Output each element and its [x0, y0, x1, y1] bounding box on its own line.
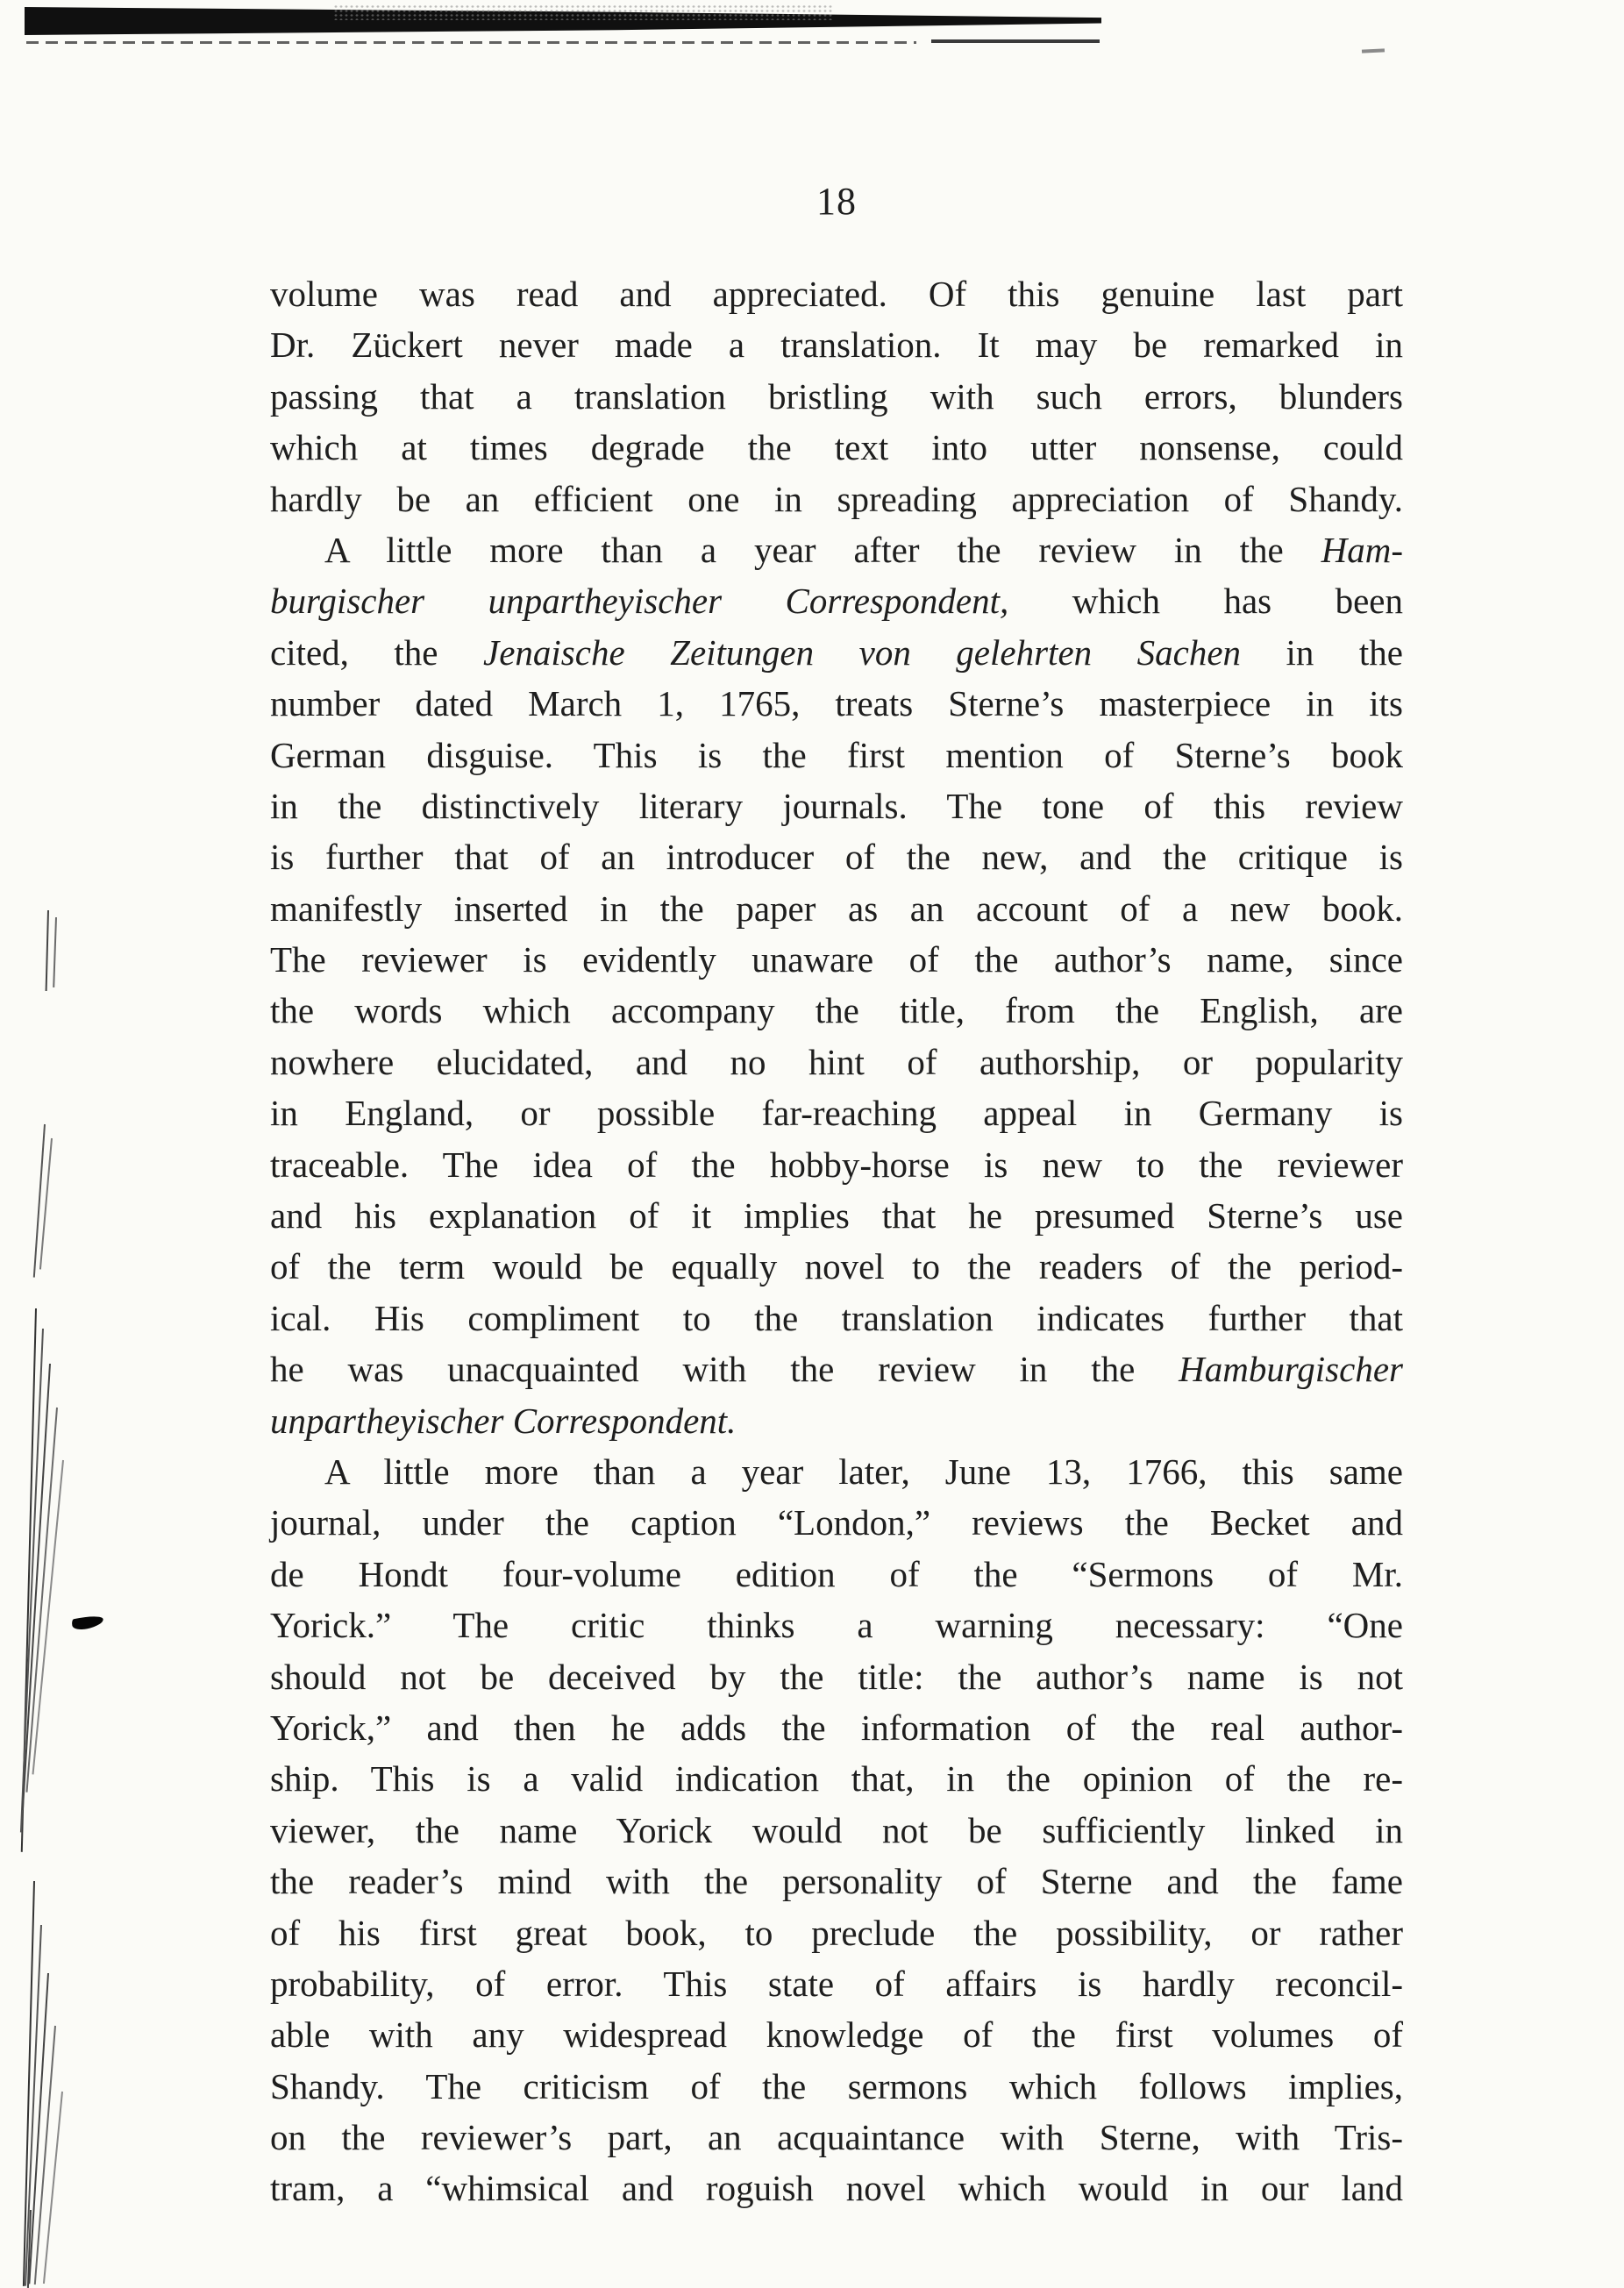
- body-text: journal, under the caption “London,” reviews the Becket and: [270, 1502, 1403, 1543]
- ink-mark: [71, 1613, 104, 1631]
- body-text: traceable. The idea of the hobby-horse is new to the reviewer: [270, 1144, 1403, 1185]
- body-text: hardly be an efficient one in spreading appreciation of Shandy.: [270, 478, 1403, 519]
- body-text: The reviewer is evidently unaware of the author’s name, since: [270, 939, 1403, 980]
- text-line: [270, 474, 1403, 524]
- scan-artifact-dashed-line: [26, 41, 916, 44]
- scan-hatch-line: [53, 917, 57, 987]
- text-line: [270, 1395, 1403, 1446]
- text-line: [270, 1805, 1403, 1856]
- body-text: manifestly inserted in the paper as an account of a new book.: [270, 887, 1403, 929]
- body-text: of his first great book, to preclude the possibility, or rather: [270, 1912, 1403, 1953]
- body-text: on the reviewer’s part, an acquaintance with Sterne, with Tris-: [270, 2117, 1403, 2158]
- body-text: which at times degrade the text into utter nonsense, could: [270, 427, 1403, 468]
- text-line: [270, 1651, 1403, 1702]
- text-line: [270, 1037, 1403, 1087]
- text-line: [270, 1497, 1403, 1548]
- text-line: [270, 1139, 1403, 1190]
- scan-artifact-corner-dash: [1362, 48, 1385, 53]
- body-text: German disguise. This is the first mention of Sterne’s book: [270, 734, 1403, 775]
- text-line: [270, 934, 1403, 985]
- italic-text: Jenaische Zeitungen von gelehrten Sachen: [483, 631, 1242, 673]
- body-text: Shandy. The criticism of the sermons which follows implies,: [270, 2065, 1403, 2106]
- text-line: [270, 883, 1403, 934]
- body-text: A little more than a year after the review in the: [324, 529, 1321, 570]
- italic-text: Ham-: [1321, 529, 1403, 570]
- italic-text: unpartheyischer Correspondent.: [270, 1400, 737, 1441]
- text-line: [270, 1702, 1403, 1753]
- body-text: nowhere elucidated, and no hint of authorship, or popularity: [270, 1041, 1403, 1082]
- text-line: [270, 1446, 1403, 1497]
- body-text: the reader’s mind with the personality of Sterne and the fame: [270, 1861, 1403, 1902]
- text-line: [270, 1241, 1403, 1292]
- body-text: of the term would be equally novel to the readers of the period-: [270, 1246, 1403, 1287]
- text-line: [270, 1549, 1403, 1600]
- body-text: passing that a translation bristling with such errors, blunders: [270, 375, 1403, 417]
- body-text: ical. His compliment to the translation indicates further that: [270, 1297, 1403, 1338]
- text-line: [270, 524, 1403, 575]
- body-text: number dated March 1, 1765, treats Sterne’s masterpiece in its: [270, 683, 1403, 724]
- body-text: A little more than a year later, June 13, 1766, this same: [324, 1450, 1403, 1492]
- text-line: [270, 1293, 1403, 1344]
- body-text: Yorick.” The critic thinks a warning necessary: “One: [270, 1605, 1403, 1646]
- text-line: [270, 627, 1403, 678]
- body-text: is further that of an introducer of the new, and the critique is: [270, 837, 1403, 878]
- text-line: [270, 319, 1403, 370]
- text-line: [270, 831, 1403, 882]
- text-line: [270, 730, 1403, 780]
- text-line: [270, 268, 1403, 319]
- body-text: which has been: [1008, 581, 1403, 622]
- text-line: [270, 2061, 1403, 2112]
- text-line: [270, 422, 1403, 473]
- body-text: the words which accompany the title, from the English, are: [270, 990, 1403, 1031]
- scan-hatch-line: [33, 1124, 46, 1278]
- body-text: probability, of error. This state of affairs is hardly reconcil-: [270, 1963, 1403, 2004]
- text-line: [270, 780, 1403, 831]
- text-block: [270, 268, 1403, 2214]
- body-text: viewer, the name Yorick would not be sufficiently linked in: [270, 1809, 1403, 1850]
- body-text: Dr. Zückert never made a translation. It may be remarked in: [270, 324, 1403, 366]
- scan-artifact-top-speckle: [333, 4, 833, 20]
- body-text: de Hondt four-volume edition of the “Sermons of Mr.: [270, 1553, 1403, 1594]
- body-text: able with any widespread knowledge of the first volumes of: [270, 2014, 1403, 2056]
- text-line: [270, 1907, 1403, 1958]
- text-line: [270, 678, 1403, 729]
- body-text: volume was read and appreciated. Of this genuine last part: [270, 274, 1403, 314]
- text-line: [270, 575, 1403, 626]
- body-text: cited, the: [270, 631, 484, 673]
- scan-hatch-line: [43, 2092, 63, 2284]
- body-text: in England, or possible far-reaching appeal in Germany is: [270, 1093, 1403, 1134]
- text-line: [270, 2009, 1403, 2060]
- page-number: 18: [816, 180, 857, 223]
- text-line: [270, 985, 1403, 1036]
- body-text: in the: [1241, 631, 1403, 673]
- body-text: in the distinctively literary journals. The tone of this review: [270, 785, 1403, 826]
- body-text: he was unacquainted with the review in the: [270, 1349, 1179, 1390]
- text-line: [270, 2112, 1403, 2163]
- body-text: should not be deceived by the title: the author’s name is not: [270, 1656, 1403, 1697]
- body-text: tram, a “whimsical and roguish novel which would in our land: [270, 2168, 1403, 2209]
- text-line: [270, 1087, 1403, 1138]
- body-text: ship. This is a valid indication that, in the opinion of the re-: [270, 1758, 1403, 1800]
- body-text: and his explanation of it implies that he presumed Sterne’s use: [270, 1195, 1403, 1237]
- text-line: [270, 1344, 1403, 1394]
- italic-text: burgischer unpartheyischer Correspondent,: [270, 581, 1009, 622]
- text-line: [270, 1600, 1403, 1650]
- text-line: [270, 2163, 1403, 2213]
- italic-text: Hamburgischer: [1179, 1349, 1403, 1390]
- text-line: [270, 371, 1403, 422]
- text-line: [270, 1856, 1403, 1907]
- scan-artifact-solid-line: [931, 39, 1100, 43]
- text-line: [270, 1190, 1403, 1241]
- text-line: [270, 1958, 1403, 2009]
- text-line: [270, 1753, 1403, 1804]
- body-text: Yorick,” and then he adds the information of the real author-: [270, 1707, 1403, 1748]
- scan-hatch-line: [46, 910, 49, 991]
